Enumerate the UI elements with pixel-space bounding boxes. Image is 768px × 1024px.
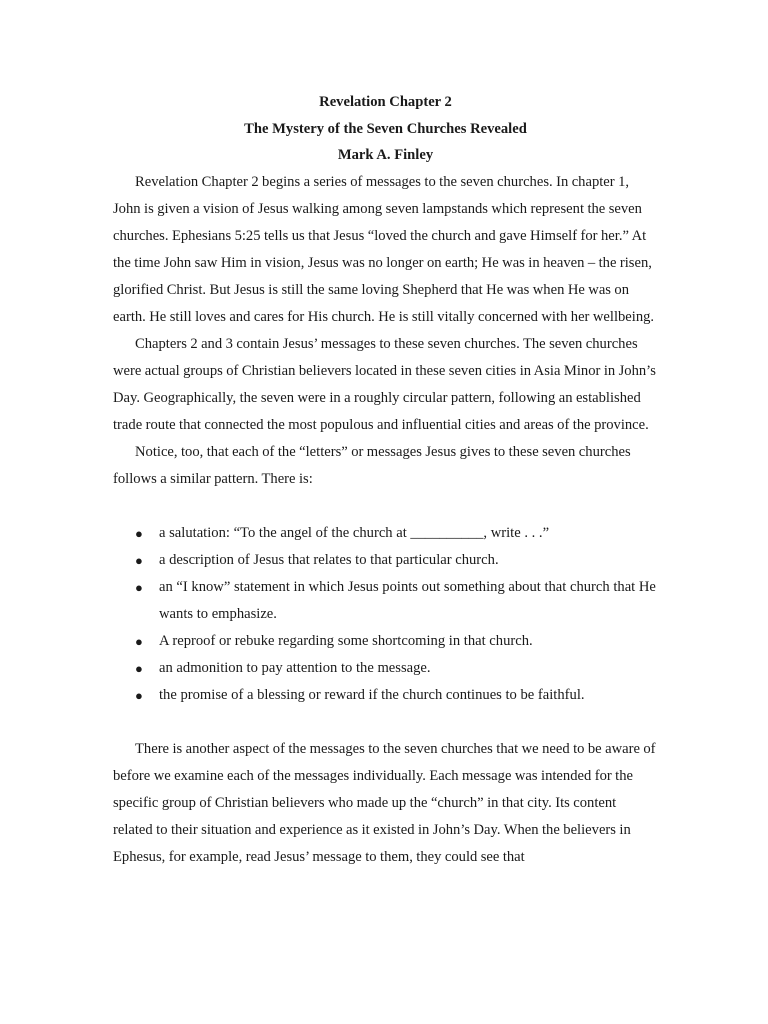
bullet-icon: ● [135,579,143,595]
list-item-text: a salutation: “To the angel of the church at __________, write . . .” [159,524,550,541]
list-item-text: an “I know” statement in which Jesus points out something about that church that He wants to emphasize. [159,578,656,622]
list-item [113,547,658,574]
pattern-bullet-list [113,520,658,709]
list-item [113,655,658,682]
list-item [113,574,658,628]
list-item [113,628,658,655]
paragraph-seven-churches: Chapters 2 and 3 contain Jesus’ messages to these seven churches. The seven churches were actual groups of Christian believers located in these seven cities in Asia Minor in John’s Day. Geographically, the seven were in a roughly circular pattern, following an established trade route that connected the most populous and influential cities and areas of the province. [113,335,656,433]
list-item-text: the promise of a blessing or reward if the church continues to be faithful. [159,686,585,703]
paragraph-pattern: Notice, too, that each of the “letters” or messages Jesus gives to these seven churches follows a similar pattern. There is: [113,443,631,487]
bullet-icon: ● [135,552,143,568]
document-title: Revelation Chapter 2 [319,94,452,110]
list-item [113,520,658,547]
bullet-icon: ● [135,633,143,649]
document-page [113,88,658,871]
document-subtitle: The Mystery of the Seven Churches Revealed [244,120,527,137]
document-author: Mark A. Finley [337,147,434,163]
list-item-text: a description of Jesus that relates to that particular church. [159,551,499,568]
paragraph-intro: Revelation Chapter 2 begins a series of messages to the seven churches. In chapter 1, John is given a vision of Jesus walking among seven lampstands which represent the seven churches. Ephesians 5:25 tells us that Jesus “loved the church and gave Himself for her.” At the time John saw Him in vision, Jesus was no longer on earth; He was in heaven – the risen, glorified Christ. But Jesus is still the same loving Shepherd that He was when He was on earth. He still loves and cares for His church. He is still vitally concerned with her wellbeing. [113,173,655,325]
bullet-icon: ● [135,525,143,541]
list-item [113,682,658,709]
list-item-text: A reproof or rebuke regarding some shortcoming in that church. [159,632,533,649]
paragraph-another-aspect: There is another aspect of the messages to the seven churches that we need to be aware of before we examine each of the messages individually. Each message was intended for the specific group of Christian believers who made up the “church” in that city. Its content related to their situation and experience as it existed in John’s Day. When the believers in Ephesus, for example, read Jesus’ message to them, they could see that [113,740,656,865]
bullet-icon: ● [135,660,143,676]
bullet-icon: ● [135,687,143,703]
list-item-text: an admonition to pay attention to the message. [159,659,431,676]
